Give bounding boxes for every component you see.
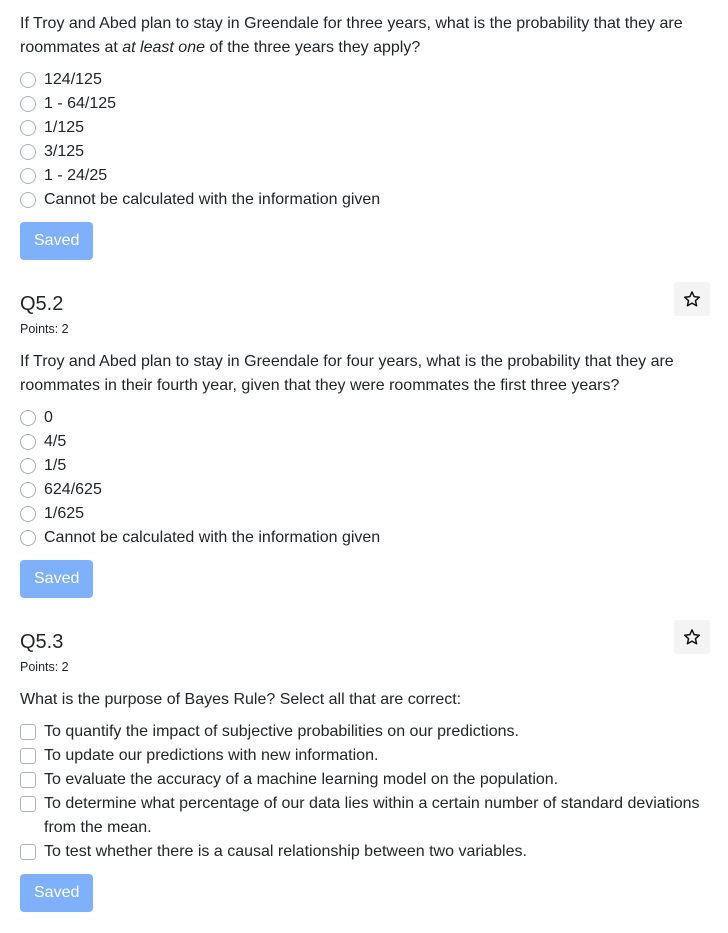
answer-options (20, 68, 710, 212)
question-5-2 (20, 292, 710, 598)
radio-button[interactable] (20, 458, 36, 474)
prompt-text: of the three years they apply? (205, 39, 421, 56)
prompt-text: If Troy and Abed plan to stay in Greendale for three years, what is the probability that they are roommates at (20, 15, 683, 56)
checkbox[interactable] (20, 844, 36, 860)
radio-button[interactable] (20, 192, 36, 208)
option-label: 624/625 (44, 481, 102, 498)
radio-option[interactable] (20, 430, 710, 454)
option-label: Cannot be calculated with the information given (44, 191, 381, 208)
radio-button[interactable] (20, 410, 36, 426)
option-label: To evaluate the accuracy of a machine learning model on the population. (44, 771, 559, 788)
option-label: 1/625 (44, 505, 85, 522)
question-title: Q5.3 (20, 631, 64, 653)
radio-option[interactable] (20, 454, 710, 478)
option-label: 124/125 (44, 71, 102, 88)
checkbox-option[interactable] (20, 720, 710, 744)
radio-button[interactable] (20, 482, 36, 498)
radio-option[interactable] (20, 92, 710, 116)
checkbox-option[interactable] (20, 840, 710, 864)
question-points: Points: 2 (20, 660, 69, 674)
checkbox-option[interactable] (20, 768, 710, 792)
star-outline-icon (683, 290, 701, 308)
star-outline-icon (683, 628, 701, 646)
radio-option[interactable] (20, 406, 710, 430)
radio-option[interactable] (20, 116, 710, 140)
option-label: To quantify the impact of subjective probabilities on our predictions. (44, 723, 519, 740)
bookmark-button[interactable] (674, 282, 710, 316)
option-label: 1 - 24/25 (44, 167, 108, 184)
checkbox[interactable] (20, 724, 36, 740)
option-label: Cannot be calculated with the information given (44, 529, 381, 546)
question-points: Points: 2 (20, 322, 69, 336)
radio-option[interactable] (20, 188, 710, 212)
option-label: To determine what percentage of our data lies within a certain number of standard deviations from the mean. (44, 795, 700, 836)
question-title: Q5.2 (20, 293, 64, 315)
option-label: 1/125 (44, 119, 85, 136)
checkbox-option[interactable] (20, 792, 710, 840)
option-label: 3/125 (44, 143, 85, 160)
radio-option[interactable] (20, 140, 710, 164)
option-label: 1/5 (44, 457, 67, 474)
saved-button[interactable]: Saved (20, 874, 93, 912)
radio-option[interactable] (20, 68, 710, 92)
prompt-emphasis: at least one (122, 39, 205, 56)
radio-button[interactable] (20, 120, 36, 136)
radio-option[interactable] (20, 478, 710, 502)
question-prompt: What is the purpose of Bayes Rule? Select all that are correct: (20, 691, 462, 708)
checkbox[interactable] (20, 796, 36, 812)
radio-option[interactable] (20, 526, 710, 550)
question-list (20, 12, 710, 912)
radio-button[interactable] (20, 506, 36, 522)
saved-button[interactable]: Saved (20, 560, 93, 598)
question-prompt (20, 12, 705, 60)
radio-button[interactable] (20, 144, 36, 160)
answer-options (20, 720, 710, 864)
question-prompt: If Troy and Abed plan to stay in Greendale for four years, what is the probability that they are roommates in their fourth year, given that they were roommates the first three years? (20, 353, 674, 394)
answer-options (20, 406, 710, 550)
option-label: 1 - 64/125 (44, 95, 117, 112)
radio-option[interactable] (20, 502, 710, 526)
radio-button[interactable] (20, 168, 36, 184)
radio-button[interactable] (20, 96, 36, 112)
option-label: To update our predictions with new information. (44, 747, 379, 764)
option-label: 0 (44, 409, 53, 426)
checkbox[interactable] (20, 772, 36, 788)
checkbox-option[interactable] (20, 744, 710, 768)
option-label: To test whether there is a causal relationship between two variables. (44, 843, 527, 860)
option-label: 4/5 (44, 433, 67, 450)
radio-button[interactable] (20, 530, 36, 546)
question-5-1 (20, 12, 710, 260)
radio-option[interactable] (20, 164, 710, 188)
saved-button[interactable]: Saved (20, 222, 93, 260)
radio-button[interactable] (20, 72, 36, 88)
radio-button[interactable] (20, 434, 36, 450)
checkbox[interactable] (20, 748, 36, 764)
question-5-3 (20, 630, 710, 912)
bookmark-button[interactable] (674, 620, 710, 654)
